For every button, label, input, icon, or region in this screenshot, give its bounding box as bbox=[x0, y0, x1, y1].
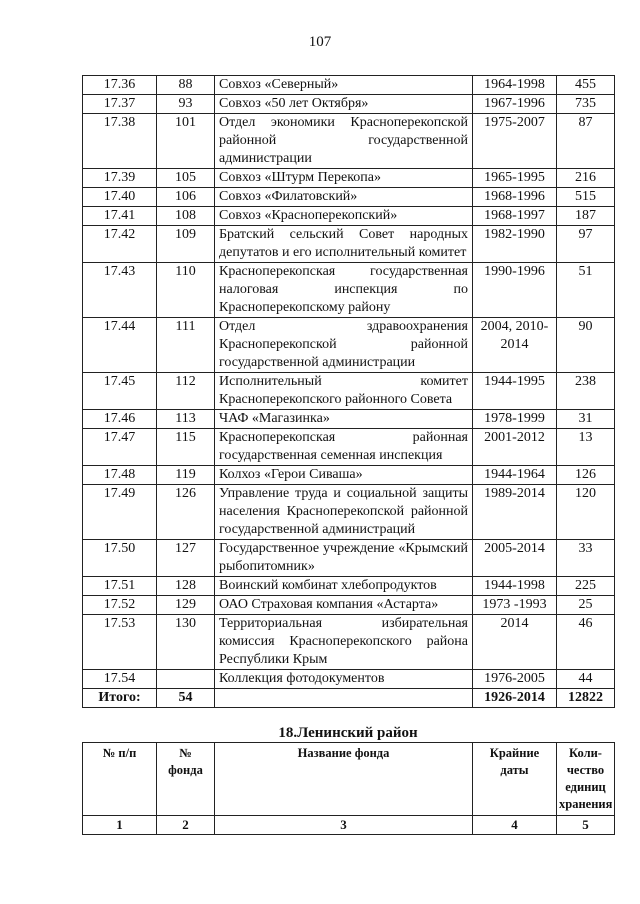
storage-unit-count: 515 bbox=[557, 188, 615, 207]
fond-number: 109 bbox=[157, 226, 215, 263]
date-range: 2004, 2010-2014 bbox=[473, 318, 557, 373]
total-fond-count: 54 bbox=[157, 689, 215, 708]
total-label: Итого: bbox=[83, 689, 157, 708]
fond-number: 119 bbox=[157, 466, 215, 485]
date-range: 1967-1996 bbox=[473, 95, 557, 114]
table-row bbox=[83, 410, 615, 429]
table-row bbox=[83, 318, 615, 373]
fond-number: 101 bbox=[157, 114, 215, 169]
table-row bbox=[83, 577, 615, 596]
page-number: 107 bbox=[308, 34, 332, 50]
funds-table-body bbox=[83, 76, 615, 689]
table-row bbox=[83, 429, 615, 466]
row-number: 17.47 bbox=[83, 429, 157, 466]
fond-name: Отдел экономики Красноперекопской районной государственной администрации bbox=[215, 114, 473, 169]
table-row bbox=[83, 540, 615, 577]
storage-unit-count: 33 bbox=[557, 540, 615, 577]
header-dates bbox=[473, 743, 557, 816]
table-row bbox=[83, 188, 615, 207]
fond-number: 127 bbox=[157, 540, 215, 577]
table-row bbox=[83, 226, 615, 263]
fond-name: ЧАФ «Магазинка» bbox=[215, 410, 473, 429]
fond-name: Территориальная избирательная комиссия Красноперекопского района Республики Крым bbox=[215, 615, 473, 670]
header-dates-line2: даты bbox=[500, 763, 529, 777]
table-row bbox=[83, 596, 615, 615]
total-dates: 1926-2014 bbox=[473, 689, 557, 708]
header-fond-line1: № bbox=[179, 746, 192, 760]
date-range: 1944-1995 bbox=[473, 373, 557, 410]
fond-name: Совхоз «Штурм Перекопа» bbox=[215, 169, 473, 188]
fond-number: 128 bbox=[157, 577, 215, 596]
row-number: 17.42 bbox=[83, 226, 157, 263]
storage-unit-count: 46 bbox=[557, 615, 615, 670]
fond-number: 113 bbox=[157, 410, 215, 429]
header-row bbox=[83, 743, 615, 816]
row-number: 17.36 bbox=[83, 76, 157, 95]
column-number-2: 2 bbox=[157, 816, 215, 835]
header-count-line2: чество bbox=[566, 763, 605, 777]
row-number: 17.53 bbox=[83, 615, 157, 670]
row-number: 17.40 bbox=[83, 188, 157, 207]
storage-unit-count: 187 bbox=[557, 207, 615, 226]
storage-unit-count: 225 bbox=[557, 577, 615, 596]
header-fond-line2: фонда bbox=[168, 763, 203, 777]
fond-number: 130 bbox=[157, 615, 215, 670]
storage-unit-count: 44 bbox=[557, 670, 615, 689]
storage-unit-count: 120 bbox=[557, 485, 615, 540]
table-row bbox=[83, 207, 615, 226]
row-number: 17.46 bbox=[83, 410, 157, 429]
row-number: 17.49 bbox=[83, 485, 157, 540]
date-range: 1968-1997 bbox=[473, 207, 557, 226]
storage-unit-count: 216 bbox=[557, 169, 615, 188]
column-number-4: 4 bbox=[473, 816, 557, 835]
column-number-1: 1 bbox=[83, 816, 157, 835]
storage-unit-count: 87 bbox=[557, 114, 615, 169]
fond-name: Красноперекопская государственная налоговая инспекция по Красноперекопскому району bbox=[215, 263, 473, 318]
header-dates-line1: Крайние bbox=[489, 746, 540, 760]
table-row bbox=[83, 169, 615, 188]
table-row bbox=[83, 670, 615, 689]
date-range: 1968-1996 bbox=[473, 188, 557, 207]
date-range: 2005-2014 bbox=[473, 540, 557, 577]
row-number: 17.50 bbox=[83, 540, 157, 577]
total-name-empty bbox=[215, 689, 473, 708]
section-header-table bbox=[82, 742, 615, 835]
fond-name: Совхоз «50 лет Октября» bbox=[215, 95, 473, 114]
fond-number: 106 bbox=[157, 188, 215, 207]
date-range: 2014 bbox=[473, 615, 557, 670]
storage-unit-count: 455 bbox=[557, 76, 615, 95]
date-range: 1965-1995 bbox=[473, 169, 557, 188]
date-range: 1989-2014 bbox=[473, 485, 557, 540]
fond-name: Совхоз «Красноперекопский» bbox=[215, 207, 473, 226]
date-range: 1944-1998 bbox=[473, 577, 557, 596]
date-range: 1976-2005 bbox=[473, 670, 557, 689]
date-range: 1978-1999 bbox=[473, 410, 557, 429]
header-num: № п/п bbox=[83, 743, 157, 816]
date-range: 1944-1964 bbox=[473, 466, 557, 485]
row-number: 17.54 bbox=[83, 670, 157, 689]
column-number-5: 5 bbox=[557, 816, 615, 835]
storage-unit-count: 51 bbox=[557, 263, 615, 318]
table-row bbox=[83, 263, 615, 318]
row-number: 17.52 bbox=[83, 596, 157, 615]
fond-name: Управление труда и социальной защиты населения Красноперекопской районной государственной администраций bbox=[215, 485, 473, 540]
fond-name: Братский сельский Совет народных депутатов и его исполнительный комитет bbox=[215, 226, 473, 263]
fond-number: 111 bbox=[157, 318, 215, 373]
row-number: 17.44 bbox=[83, 318, 157, 373]
total-count: 12822 bbox=[557, 689, 615, 708]
fond-name: Красноперекопская районная государственная семенная инспекция bbox=[215, 429, 473, 466]
storage-unit-count: 13 bbox=[557, 429, 615, 466]
fond-number: 108 bbox=[157, 207, 215, 226]
storage-unit-count: 735 bbox=[557, 95, 615, 114]
row-number: 17.39 bbox=[83, 169, 157, 188]
column-number-3: 3 bbox=[215, 816, 473, 835]
total-row bbox=[83, 689, 615, 708]
date-range: 2001-2012 bbox=[473, 429, 557, 466]
fond-name: Государственное учреждение «Крымский рыбопитомник» bbox=[215, 540, 473, 577]
fond-name: Воинский комбинат хлебопродуктов bbox=[215, 577, 473, 596]
fond-name: Колхоз «Герои Сиваша» bbox=[215, 466, 473, 485]
funds-table bbox=[82, 75, 615, 708]
column-number-row bbox=[83, 816, 615, 835]
header-count-line3: единиц bbox=[565, 780, 606, 794]
date-range: 1990-1996 bbox=[473, 263, 557, 318]
header-count-line1: Коли- bbox=[569, 746, 602, 760]
row-number: 17.45 bbox=[83, 373, 157, 410]
fond-number bbox=[157, 670, 215, 689]
fond-name: Совхоз «Филатовский» bbox=[215, 188, 473, 207]
storage-unit-count: 90 bbox=[557, 318, 615, 373]
fond-number: 88 bbox=[157, 76, 215, 95]
date-range: 1973 -1993 bbox=[473, 596, 557, 615]
fond-name: ОАО Страховая компания «Астарта» bbox=[215, 596, 473, 615]
fond-name: Совхоз «Северный» bbox=[215, 76, 473, 95]
fond-number: 115 bbox=[157, 429, 215, 466]
fond-name: Коллекция фотодокументов bbox=[215, 670, 473, 689]
fond-number: 93 bbox=[157, 95, 215, 114]
date-range: 1975-2007 bbox=[473, 114, 557, 169]
storage-unit-count: 25 bbox=[557, 596, 615, 615]
fond-number: 126 bbox=[157, 485, 215, 540]
row-number: 17.51 bbox=[83, 577, 157, 596]
table-row bbox=[83, 485, 615, 540]
header-name: Название фонда bbox=[215, 743, 473, 816]
table-row bbox=[83, 373, 615, 410]
row-number: 17.38 bbox=[83, 114, 157, 169]
table-row bbox=[83, 114, 615, 169]
section-title: 18.Ленинский район bbox=[278, 725, 418, 741]
fond-name: Отдел здравоохранения Красноперекопской районной государственной администрации bbox=[215, 318, 473, 373]
fond-number: 110 bbox=[157, 263, 215, 318]
storage-unit-count: 31 bbox=[557, 410, 615, 429]
fond-name: Исполнительный комитет Красноперекопского районного Совета bbox=[215, 373, 473, 410]
table-row bbox=[83, 615, 615, 670]
fond-number: 112 bbox=[157, 373, 215, 410]
row-number: 17.48 bbox=[83, 466, 157, 485]
row-number: 17.41 bbox=[83, 207, 157, 226]
header-count-line4: хранения bbox=[559, 797, 613, 811]
fond-number: 129 bbox=[157, 596, 215, 615]
table-row bbox=[83, 466, 615, 485]
table-row bbox=[83, 95, 615, 114]
date-range: 1964-1998 bbox=[473, 76, 557, 95]
storage-unit-count: 97 bbox=[557, 226, 615, 263]
header-fond bbox=[157, 743, 215, 816]
storage-unit-count: 238 bbox=[557, 373, 615, 410]
header-count bbox=[557, 743, 615, 816]
storage-unit-count: 126 bbox=[557, 466, 615, 485]
date-range: 1982-1990 bbox=[473, 226, 557, 263]
fond-number: 105 bbox=[157, 169, 215, 188]
row-number: 17.43 bbox=[83, 263, 157, 318]
row-number: 17.37 bbox=[83, 95, 157, 114]
table-row bbox=[83, 76, 615, 95]
